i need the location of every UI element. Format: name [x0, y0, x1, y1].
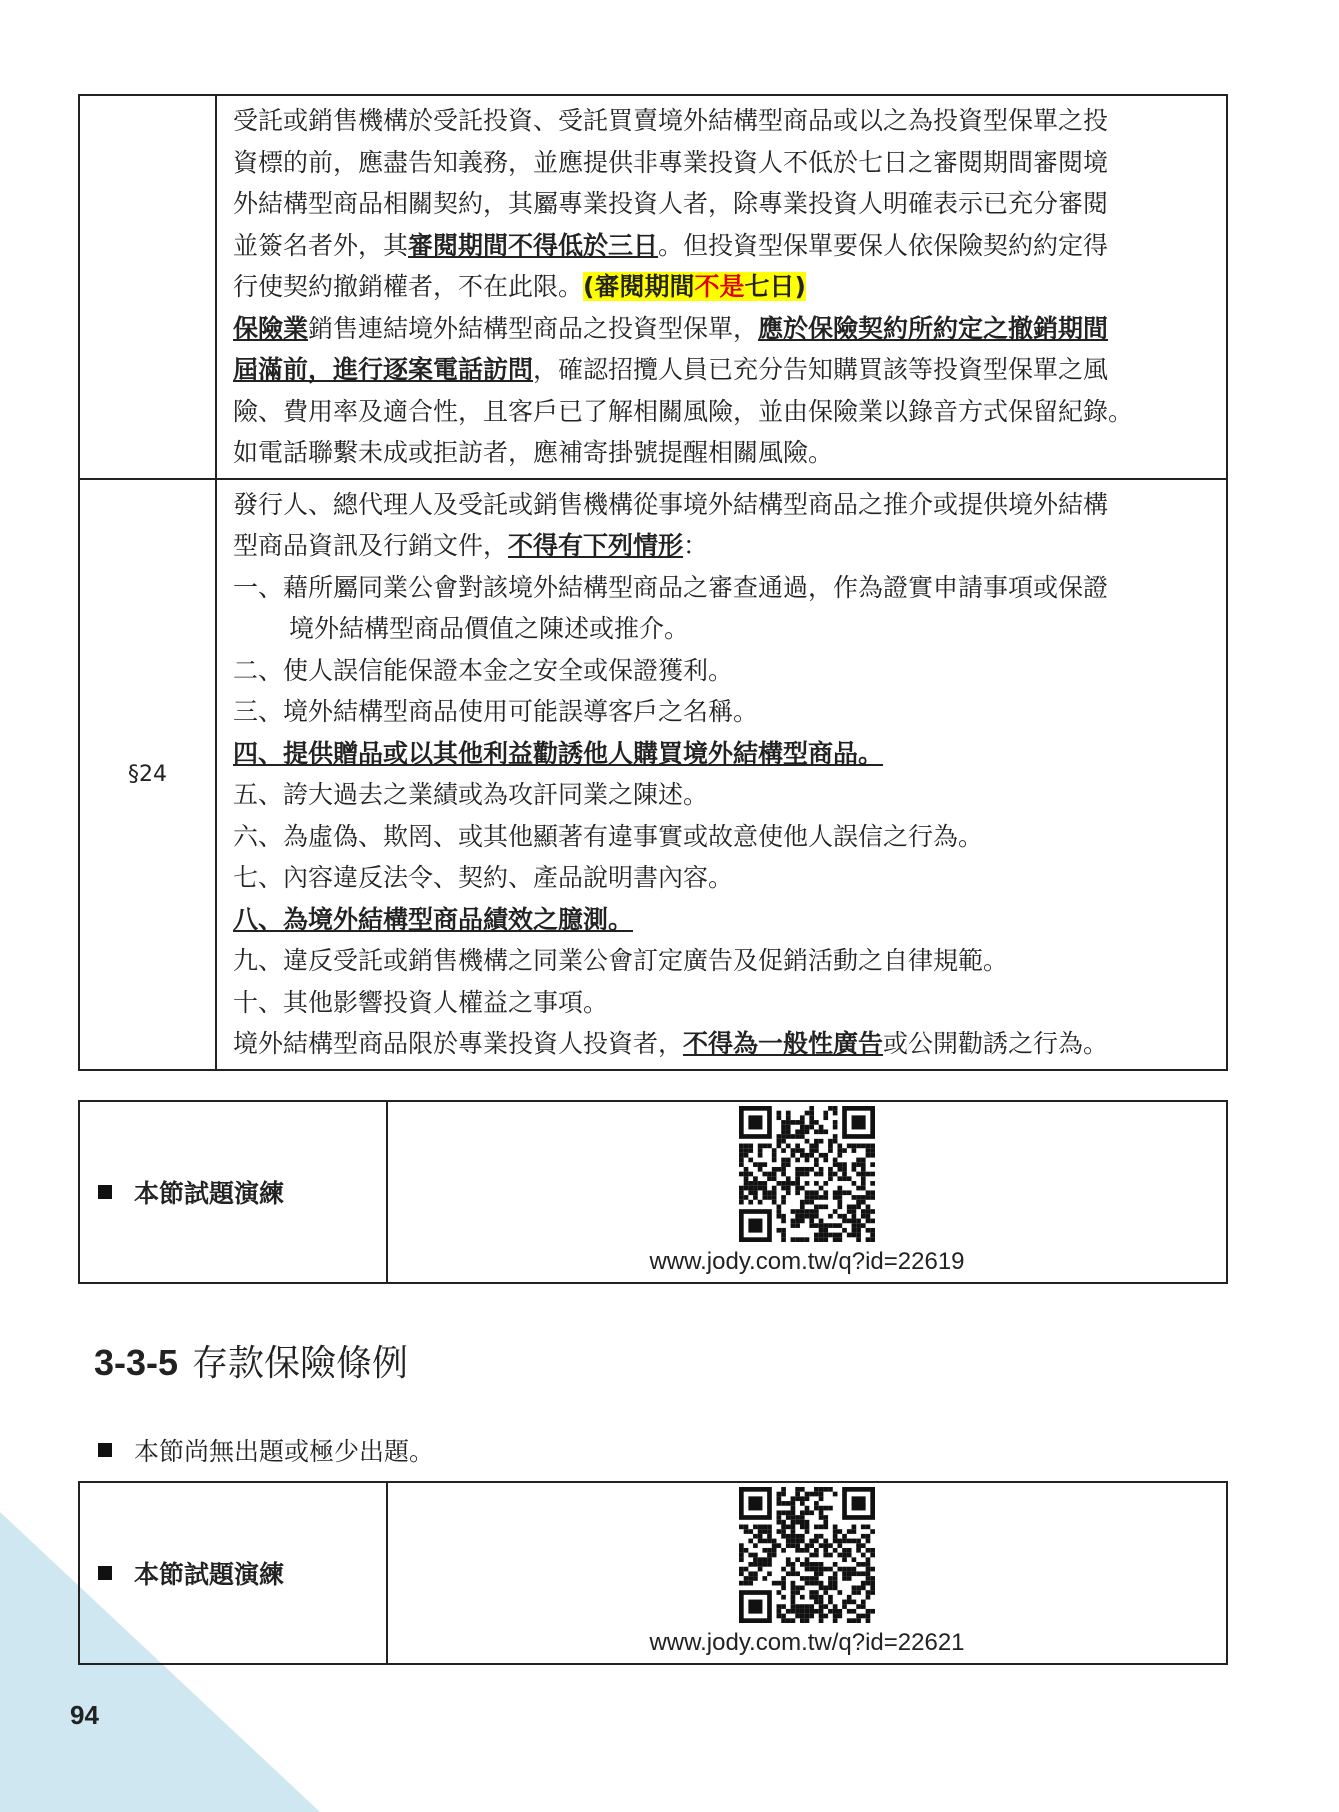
text-line: 受託或銷售機構於受託投資、受託買賣境外結構型商品或以之為投資型保單之投: [233, 106, 1109, 135]
practice-label: 本節試題演練: [79, 1482, 387, 1664]
practice-label: 本節試題演練: [79, 1101, 387, 1283]
text-line: 險、費用率及適合性，且客戶已了解相關風險，並由保險業以錄音方式保留紀錄。: [233, 396, 1134, 426]
table-row: [79, 479, 1227, 1070]
list-item: 二、使人誤信能保證本金之安全或保證獲利。: [233, 655, 734, 685]
list-item: [233, 733, 1212, 775]
list-item: [233, 899, 1212, 941]
emphasis: 屆滿前，進行逐案電話訪問: [233, 355, 534, 384]
text-line: 保險業銷售連結境外結構型商品之投資型保單，應於保險契約所約定之撤銷期間: [233, 313, 1109, 343]
list-item: 三、境外結構型商品使用可能誤導客戶之名稱。: [233, 697, 759, 726]
square-bullet-icon: [98, 1185, 112, 1199]
section-cell: [79, 95, 216, 479]
list-item: 七、內容違反法令、契約、產品說明書內容。: [233, 863, 734, 892]
text-line: 資標的前，應盡告知義務，並應提供非專業投資人不低於七日之審閱期間審閱境: [233, 147, 1109, 177]
text-line: 屆滿前，進行逐案電話訪問，確認招攬人員已充分告知購買該等投資型保單之風: [233, 355, 1109, 384]
text-line: 外結構型商品相關契約，其屬專業投資人者，除專業投資人明確表示已充分審閱: [233, 189, 1109, 218]
text-line: 型商品資訊及行銷文件，不得有下列情形：: [233, 531, 709, 560]
practice-box-1: [78, 1100, 1228, 1284]
text-line: 發行人、總代理人及受託或銷售機構從事境外結構型商品之推介或提供境外結構: [233, 489, 1109, 519]
text-line: 並簽名者外，其審閱期間不得低於三日。但投資型保單要保人依保險契約約定得: [233, 230, 1109, 260]
emphasis: 不得有下列情形: [508, 531, 684, 560]
page-number: 94: [70, 1700, 99, 1730]
highlight-note: (審閱期間不是七日): [583, 272, 806, 301]
emphasis: 八、為境外結構型商品績效之臆測。: [233, 904, 634, 934]
list-item: 九、違反受託或銷售機構之同業公會訂定廣告及促銷活動之自律規範。: [233, 946, 1009, 975]
section-heading: 3-3-5 存款保險條例: [94, 1342, 409, 1384]
emphasis: 保險業: [233, 313, 309, 343]
emphasis: 審閱期間不得低於三日: [408, 230, 659, 260]
content-cell: [216, 479, 1227, 1070]
qr-code-icon[interactable]: [739, 1106, 875, 1242]
practice-box-2: [78, 1481, 1228, 1665]
list-item-continued: 境外結構型商品價值之陳述或推介。: [289, 614, 690, 643]
note-line: 本節尚無出題或極少出題。: [98, 1432, 434, 1468]
text-line: 行使契約撤銷權者，不在此限。(審閱期間不是七日): [233, 272, 806, 301]
qr-url-link[interactable]: www.jody.com.tw/q?id=22621: [649, 1629, 965, 1656]
content-cell: [216, 95, 1227, 479]
section-cell: §24: [79, 479, 216, 1070]
text-line: 如電話聯繫未成或拒訪者，應補寄掛號提醒相關風險。: [233, 438, 834, 467]
list-item: 十、其他影響投資人權益之事項。: [233, 987, 609, 1017]
emphasis: 應於保險契約所約定之撤銷期間: [758, 313, 1109, 343]
regulation-table: [78, 94, 1228, 1071]
qr-cell: [387, 1101, 1227, 1283]
qr-code-icon[interactable]: [739, 1487, 875, 1623]
list-item: 六、為虛偽、欺罔、或其他顯著有違事實或故意使他人誤信之行為。: [233, 821, 984, 851]
list-item: 五、誇大過去之業績或為攻訐同業之陳述。: [233, 780, 709, 809]
text-line: 境外結構型商品限於專業投資人投資者，不得為一般性廣告或公開勸誘之行為。: [233, 1029, 1109, 1058]
emphasis: 四、提供贈品或以其他利益勸誘他人購買境外結構型商品。: [233, 738, 884, 768]
list-item: 一、藉所屬同業公會對該境外結構型商品之審查通過，作為證實申請事項或保證: [233, 572, 1109, 602]
qr-url-link[interactable]: www.jody.com.tw/q?id=22619: [649, 1248, 965, 1275]
square-bullet-icon: [98, 1443, 112, 1457]
qr-cell: [387, 1482, 1227, 1664]
emphasis: 不得為一般性廣告: [683, 1029, 884, 1058]
table-row: [79, 95, 1227, 479]
square-bullet-icon: [98, 1566, 112, 1580]
